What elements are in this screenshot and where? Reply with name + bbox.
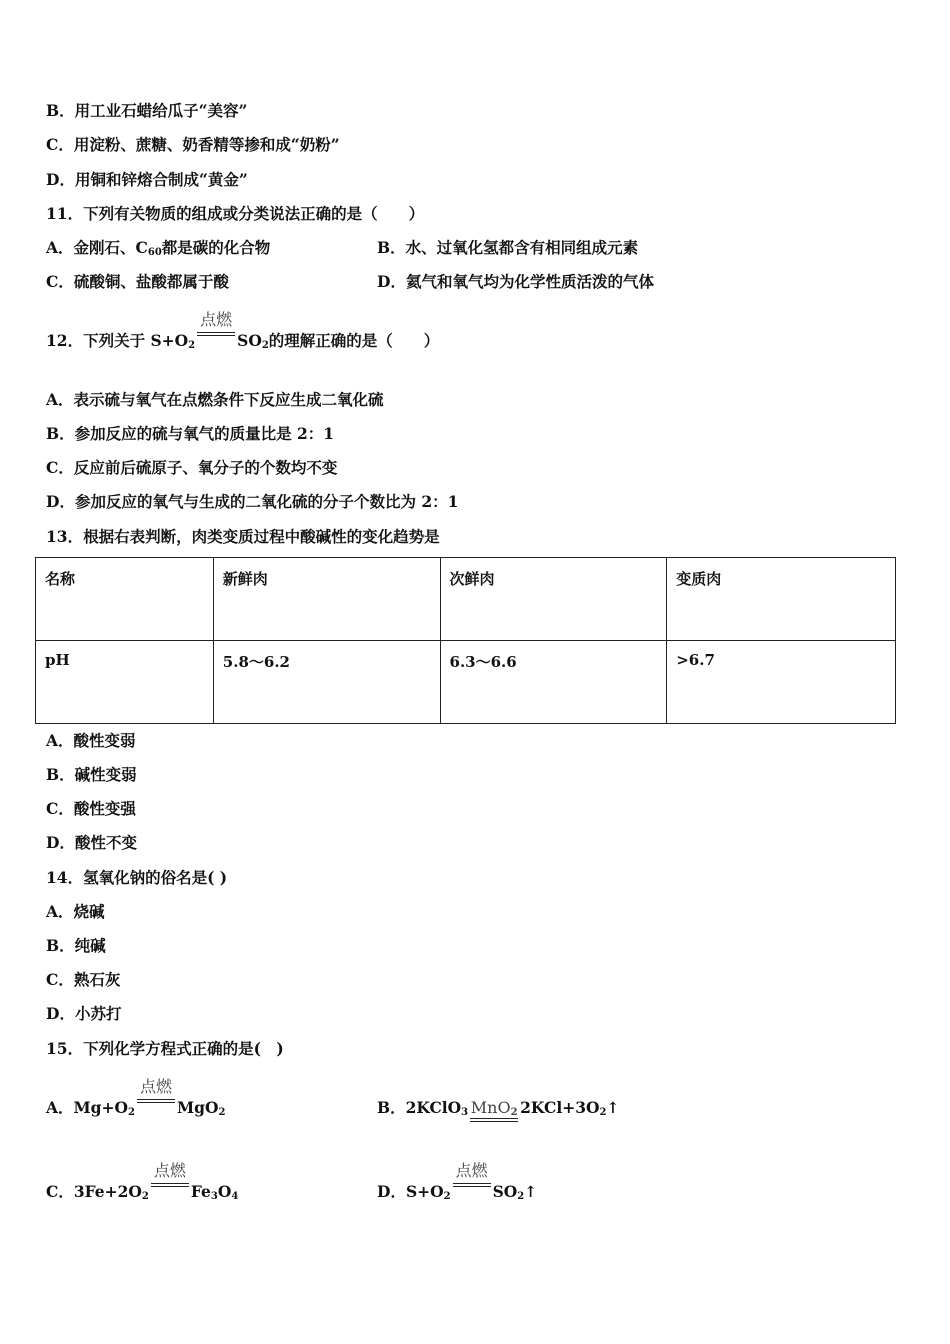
q12-stem: 12．下列关于 $S+O_2$ 点燃 $SO_2$的理解正确的是（ ） bbox=[46, 310, 440, 351]
q12-option-a: A．表示硫与氧气在点燃条件下反应生成二氧化硫 bbox=[46, 390, 384, 409]
gas-arrow-icon: ↑ bbox=[606, 1098, 620, 1117]
reaction-condition: 点燃 bbox=[197, 332, 235, 352]
q12-option-c: C．反应前后硫原子、氧分子的个数均不变 bbox=[46, 458, 338, 477]
q14-option-c: C．熟石灰 bbox=[46, 970, 121, 989]
table-cell: 变质肉 bbox=[667, 558, 896, 641]
q15-option-d: D．$S+O_2$ 点燃 $SO_2↑$ bbox=[377, 1161, 538, 1202]
q10-option-c: C．用淀粉、蔗糖、奶香精等掺和成“奶粉” bbox=[46, 135, 340, 154]
table-cell: >6.7 bbox=[667, 641, 896, 724]
table-cell: 5.8～6.2 bbox=[213, 641, 440, 724]
q15-option-c: C．$3Fe+2O_2$ 点燃 $Fe_3O_4$ bbox=[46, 1161, 239, 1202]
q15-stem: 15．下列化学方程式正确的是( ) bbox=[46, 1039, 284, 1058]
q11-stem: 11．下列有关物质的组成或分类说法正确的是（ ） bbox=[46, 204, 425, 223]
table-row bbox=[36, 641, 896, 724]
table-cell: 6.3～6.6 bbox=[440, 641, 667, 724]
q11-option-a: A．金刚石、$C_{60}$都是碳的化合物 bbox=[46, 238, 271, 258]
q12-option-b: B．参加反应的硫与氧气的质量比是 2：1 bbox=[46, 424, 335, 443]
reaction-condition: 点燃 bbox=[137, 1099, 175, 1119]
q15-option-b: B．2KClO$_3$ MnO$_2$ $2KCl+3O_2↑$ bbox=[377, 1098, 619, 1123]
gas-arrow-icon: ↑ bbox=[524, 1182, 538, 1201]
q14-option-a: A．烧碱 bbox=[46, 902, 105, 921]
q13-option-d: D．酸性不变 bbox=[46, 833, 137, 852]
q11-option-d: D．氦气和氧气均为化学性质活泼的气体 bbox=[377, 272, 654, 291]
table-cell: pH bbox=[36, 641, 214, 724]
table-cell: 新鲜肉 bbox=[213, 558, 440, 641]
reaction-condition: 点燃 bbox=[453, 1183, 491, 1203]
q13-option-a: A．酸性变弱 bbox=[46, 731, 136, 750]
q13-stem: 13．根据右表判断，肉类变质过程中酸碱性的变化趋势是 bbox=[46, 527, 440, 546]
reaction-condition: 点燃 bbox=[151, 1183, 189, 1203]
catalyst-condition: MnO$_2$ bbox=[470, 1099, 518, 1119]
q10-option-b: B．用工业石蜡给瓜子“美容” bbox=[46, 101, 248, 120]
q10-option-d: D．用铜和锌熔合制成“黄金” bbox=[46, 170, 248, 189]
q15-option-a: A．$Mg+O_2$ 点燃 MgO$_2$ bbox=[46, 1077, 226, 1118]
q14-option-d: D．小苏打 bbox=[46, 1004, 122, 1023]
table-cell: 次鲜肉 bbox=[440, 558, 667, 641]
q14-stem: 14．氢氧化钠的俗名是( ) bbox=[46, 868, 228, 887]
q13-option-c: C．酸性变强 bbox=[46, 799, 136, 818]
q14-option-b: B．纯碱 bbox=[46, 936, 106, 955]
q13-option-b: B．碱性变弱 bbox=[46, 765, 137, 784]
q12-option-d: D．参加反应的氧气与生成的二氧化硫的分子个数比为 2：1 bbox=[46, 492, 459, 511]
q11-option-b: B．水、过氧化氢都含有相同组成元素 bbox=[377, 238, 639, 257]
ph-table bbox=[35, 557, 896, 724]
table-header-row bbox=[36, 558, 896, 641]
table-cell: 名称 bbox=[36, 558, 214, 641]
q11-option-c: C．硫酸铜、盐酸都属于酸 bbox=[46, 272, 229, 291]
